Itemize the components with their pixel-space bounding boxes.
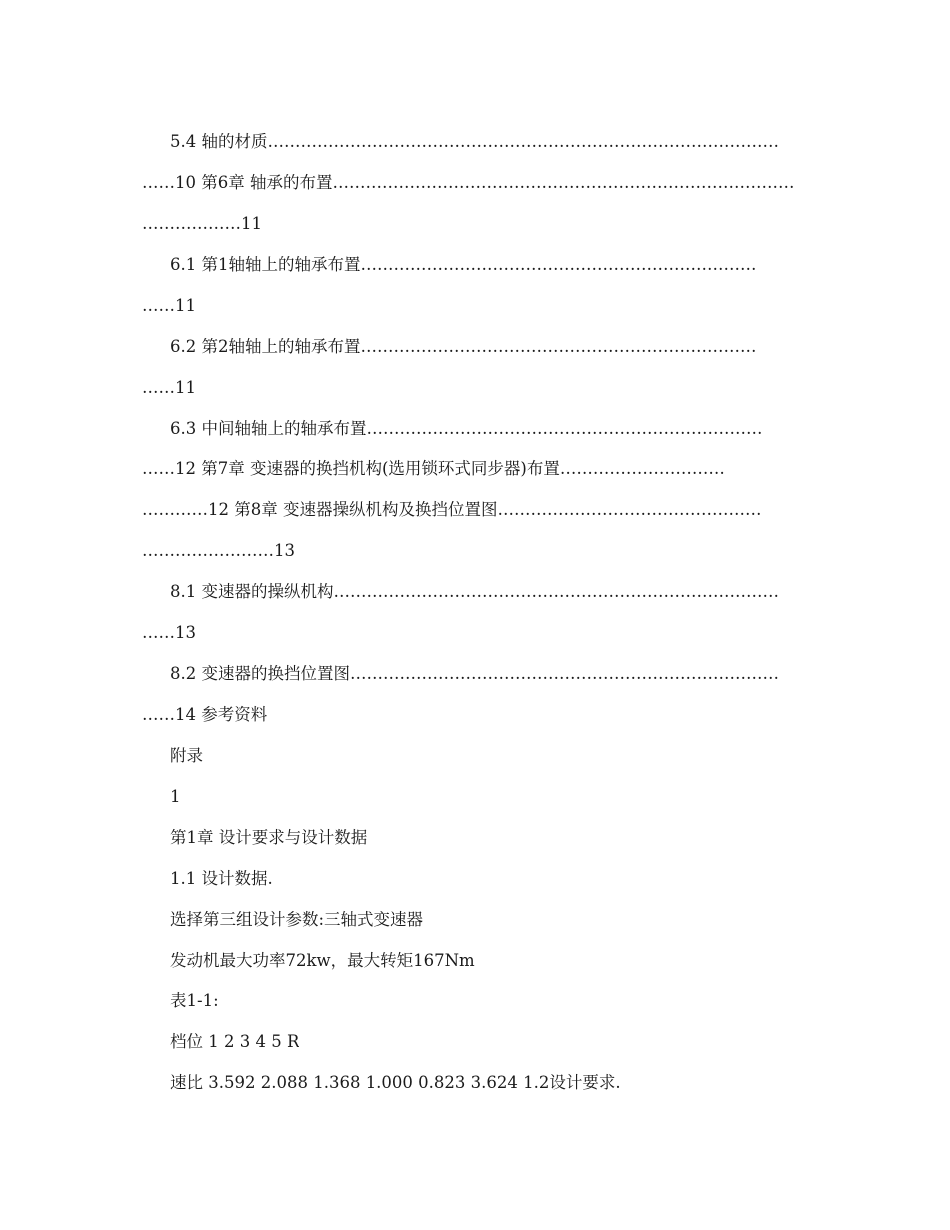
table-row-gears: 档位 1 2 3 4 5 R (170, 1032, 300, 1051)
toc-entry-page-number: ……11 (142, 296, 196, 315)
toc-entry-6-2: 6.2 第2轴轴上的轴承布置……………………………………………………………… (170, 337, 757, 356)
toc-entry-6-3: 6.3 中间轴轴上的轴承布置……………………………………………………………… (170, 419, 763, 438)
toc-entry-5-4: 5.4 轴的材质………………………………………………………………………………… (170, 132, 779, 151)
toc-entry-chapter-8: …………12 第8章 变速器操纵机构及换挡位置图………………………………………… (142, 500, 762, 519)
body-paragraph: 发动机最大功率72kw，最大转矩167Nm (170, 951, 475, 970)
toc-entry-references: ……14 参考资料 (142, 705, 268, 724)
table-row-ratios: 速比 3.592 2.088 1.368 1.000 0.823 3.624 1.2设计要求. (170, 1073, 621, 1092)
toc-entry-8-1: 8.1 变速器的操纵机构……………………………………………………………………… (170, 582, 779, 601)
toc-entry-appendix: 附录 (170, 746, 203, 765)
toc-entry-chapter-6: ……10 第6章 轴承的布置………………………………………………………………………… (142, 173, 795, 192)
body-paragraph: 选择第三组设计参数:三轴式变速器 (170, 910, 424, 929)
toc-entry-chapter-7: ……12 第7章 变速器的换挡机构(选用锁环式同步器)布置………………………… (142, 459, 725, 478)
chapter-1-heading: 第1章 设计要求与设计数据 (170, 828, 368, 847)
page-number: 1 (170, 787, 181, 806)
toc-entry-page-number: ……11 (142, 378, 196, 397)
section-1-1-heading: 1.1 设计数据. (170, 869, 273, 888)
toc-entry-page-number: ……13 (142, 623, 196, 642)
table-caption: 表1-1: (170, 991, 219, 1010)
toc-entry-page-number: ………………11 (142, 214, 262, 233)
toc-entry-page-number: ……………………13 (142, 541, 295, 560)
toc-entry-6-1: 6.1 第1轴轴上的轴承布置……………………………………………………………… (170, 255, 757, 274)
toc-entry-8-2: 8.2 变速器的换挡位置图…………………………………………………………………… (170, 664, 779, 683)
